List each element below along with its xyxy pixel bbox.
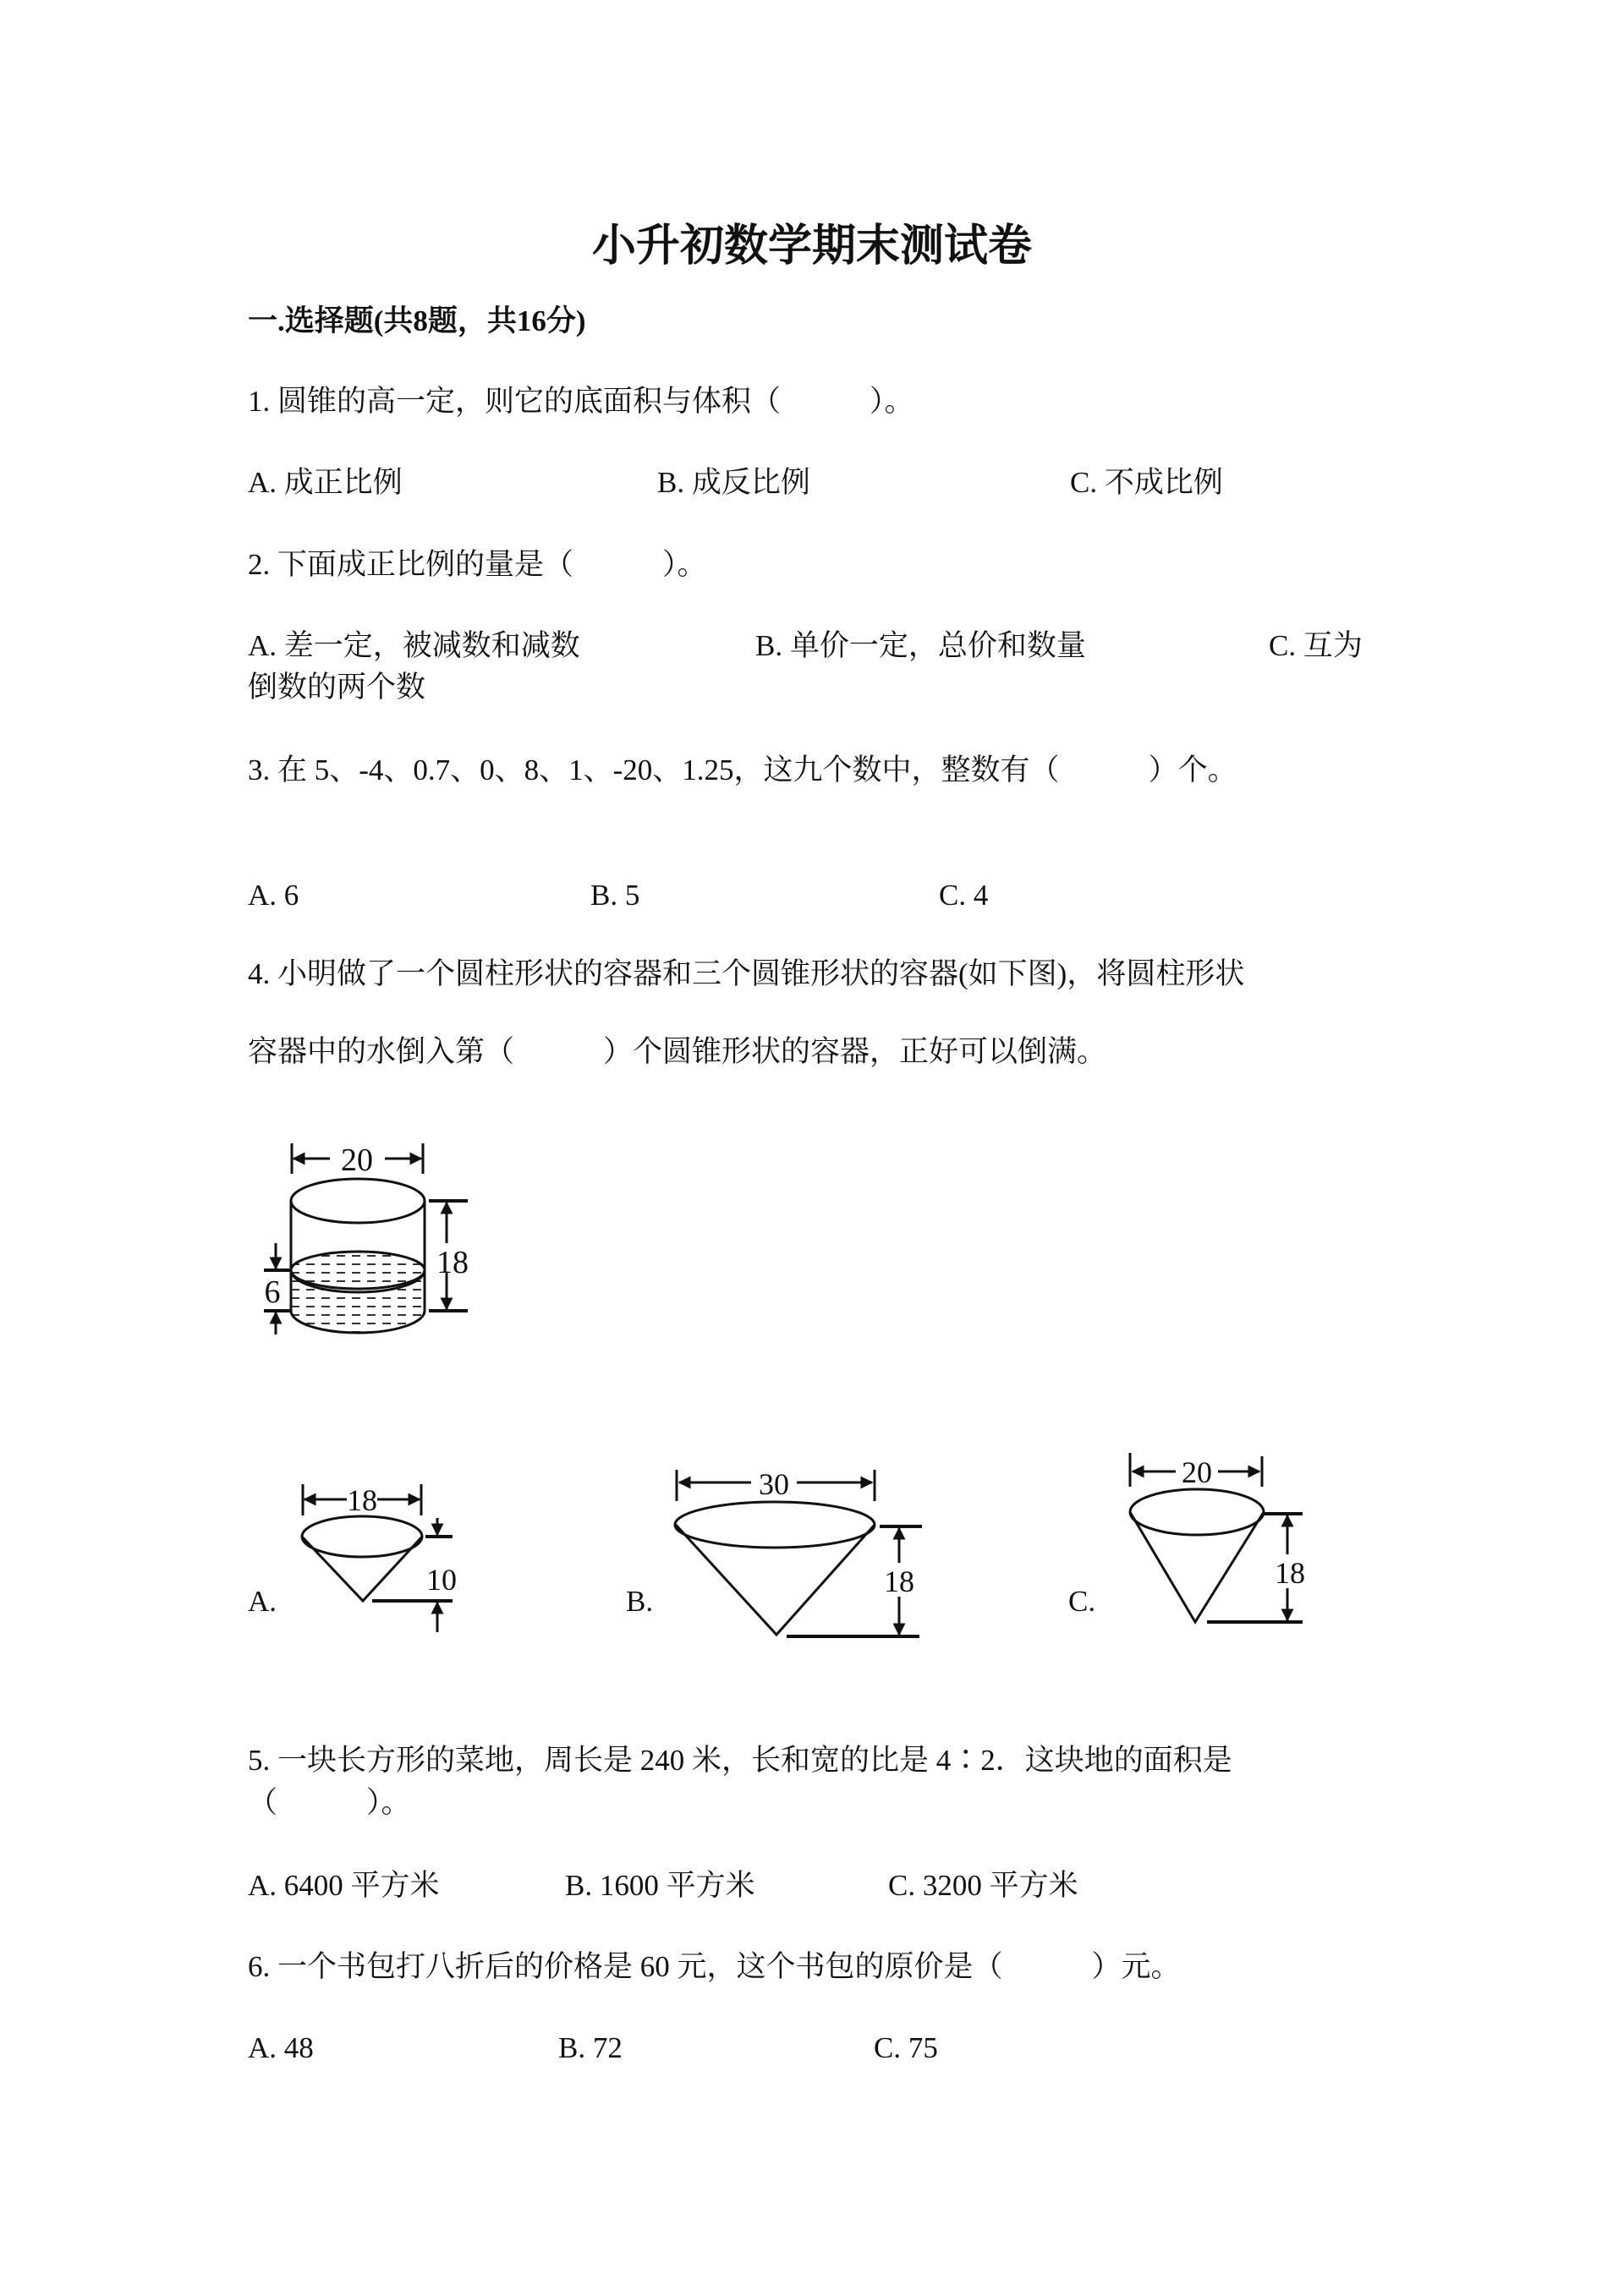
cone-a-height: 10 [426,1563,457,1597]
question-4-cont: 容器中的水倒入第（ ）个圆锥形状的容器，正好可以倒满。 [248,1035,1107,1068]
q3-option-c: C. 4 [939,879,989,912]
q6-option-b: B. 72 [558,2031,623,2064]
question-5: 5. 一块长方形的菜地，周长是 240 米，长和宽的比是 4∶2．这块地的面积是 [248,1744,1232,1777]
cone-c-label: C. [1068,1585,1096,1618]
cone-b-height: 18 [884,1564,914,1598]
cylinder-height-label: 18 [436,1245,469,1280]
q2-option-c-cont: 倒数的两个数 [248,671,426,704]
q2-option-a: A. 差一定，被减数和减数 [248,629,580,662]
q2-option-c: C. 互为 [1269,629,1363,662]
q5-option-a: A. 6400 平方米 [248,1869,440,1902]
page-title: 小升初数学期末测试卷 [591,222,1032,271]
question-3: 3. 在 5、-4、0.7、0、8、1、-20、1.25，这九个数中，整数有（ ）个。 [248,753,1237,786]
section-heading: 一.选择题(共8题，共16分) [248,304,586,337]
q1-option-a: A. 成正比例 [248,466,403,499]
cone-a-diameter: 18 [347,1483,377,1517]
q1-option-c: C. 不成比例 [1070,466,1223,499]
cone-c-figure [1130,1453,1303,1622]
q5-option-b: B. 1600 平方米 [565,1869,755,1902]
cone-b-diameter: 30 [759,1467,789,1501]
q2-option-b: B. 单价一定，总价和数量 [755,629,1086,662]
question-5-cont: （ ）。 [248,1786,411,1819]
question-6: 6. 一个书包打八折后的价格是 60 元，这个书包的原价是（ ）元。 [248,1950,1181,1983]
q3-option-a: A. 6 [248,879,299,912]
cone-a-figure [302,1484,453,1632]
q1-option-b: B. 成反比例 [657,466,810,499]
q6-option-a: A. 48 [248,2031,314,2064]
cone-c-height: 18 [1275,1556,1305,1590]
water-height-label: 6 [264,1274,281,1310]
q5-option-c: C. 3200 平方米 [888,1869,1078,1902]
question-4: 4. 小明做了一个圆柱形状的容器和三个圆锥形状的容器(如下图)，将圆柱形状 [248,957,1245,990]
q3-option-b: B. 5 [590,879,640,912]
q6-option-c: C. 75 [874,2031,938,2064]
question-2: 2. 下面成正比例的量是（ ）。 [248,548,707,581]
cylinder-diameter-label: 20 [341,1143,373,1178]
cone-a-label: A. [248,1585,277,1618]
cone-c-diameter: 20 [1182,1455,1212,1489]
cone-b-figure [675,1470,922,1636]
question-1: 1. 圆锥的高一定，则它的底面积与体积（ ）。 [248,385,914,418]
cone-b-label: B. [626,1585,654,1618]
